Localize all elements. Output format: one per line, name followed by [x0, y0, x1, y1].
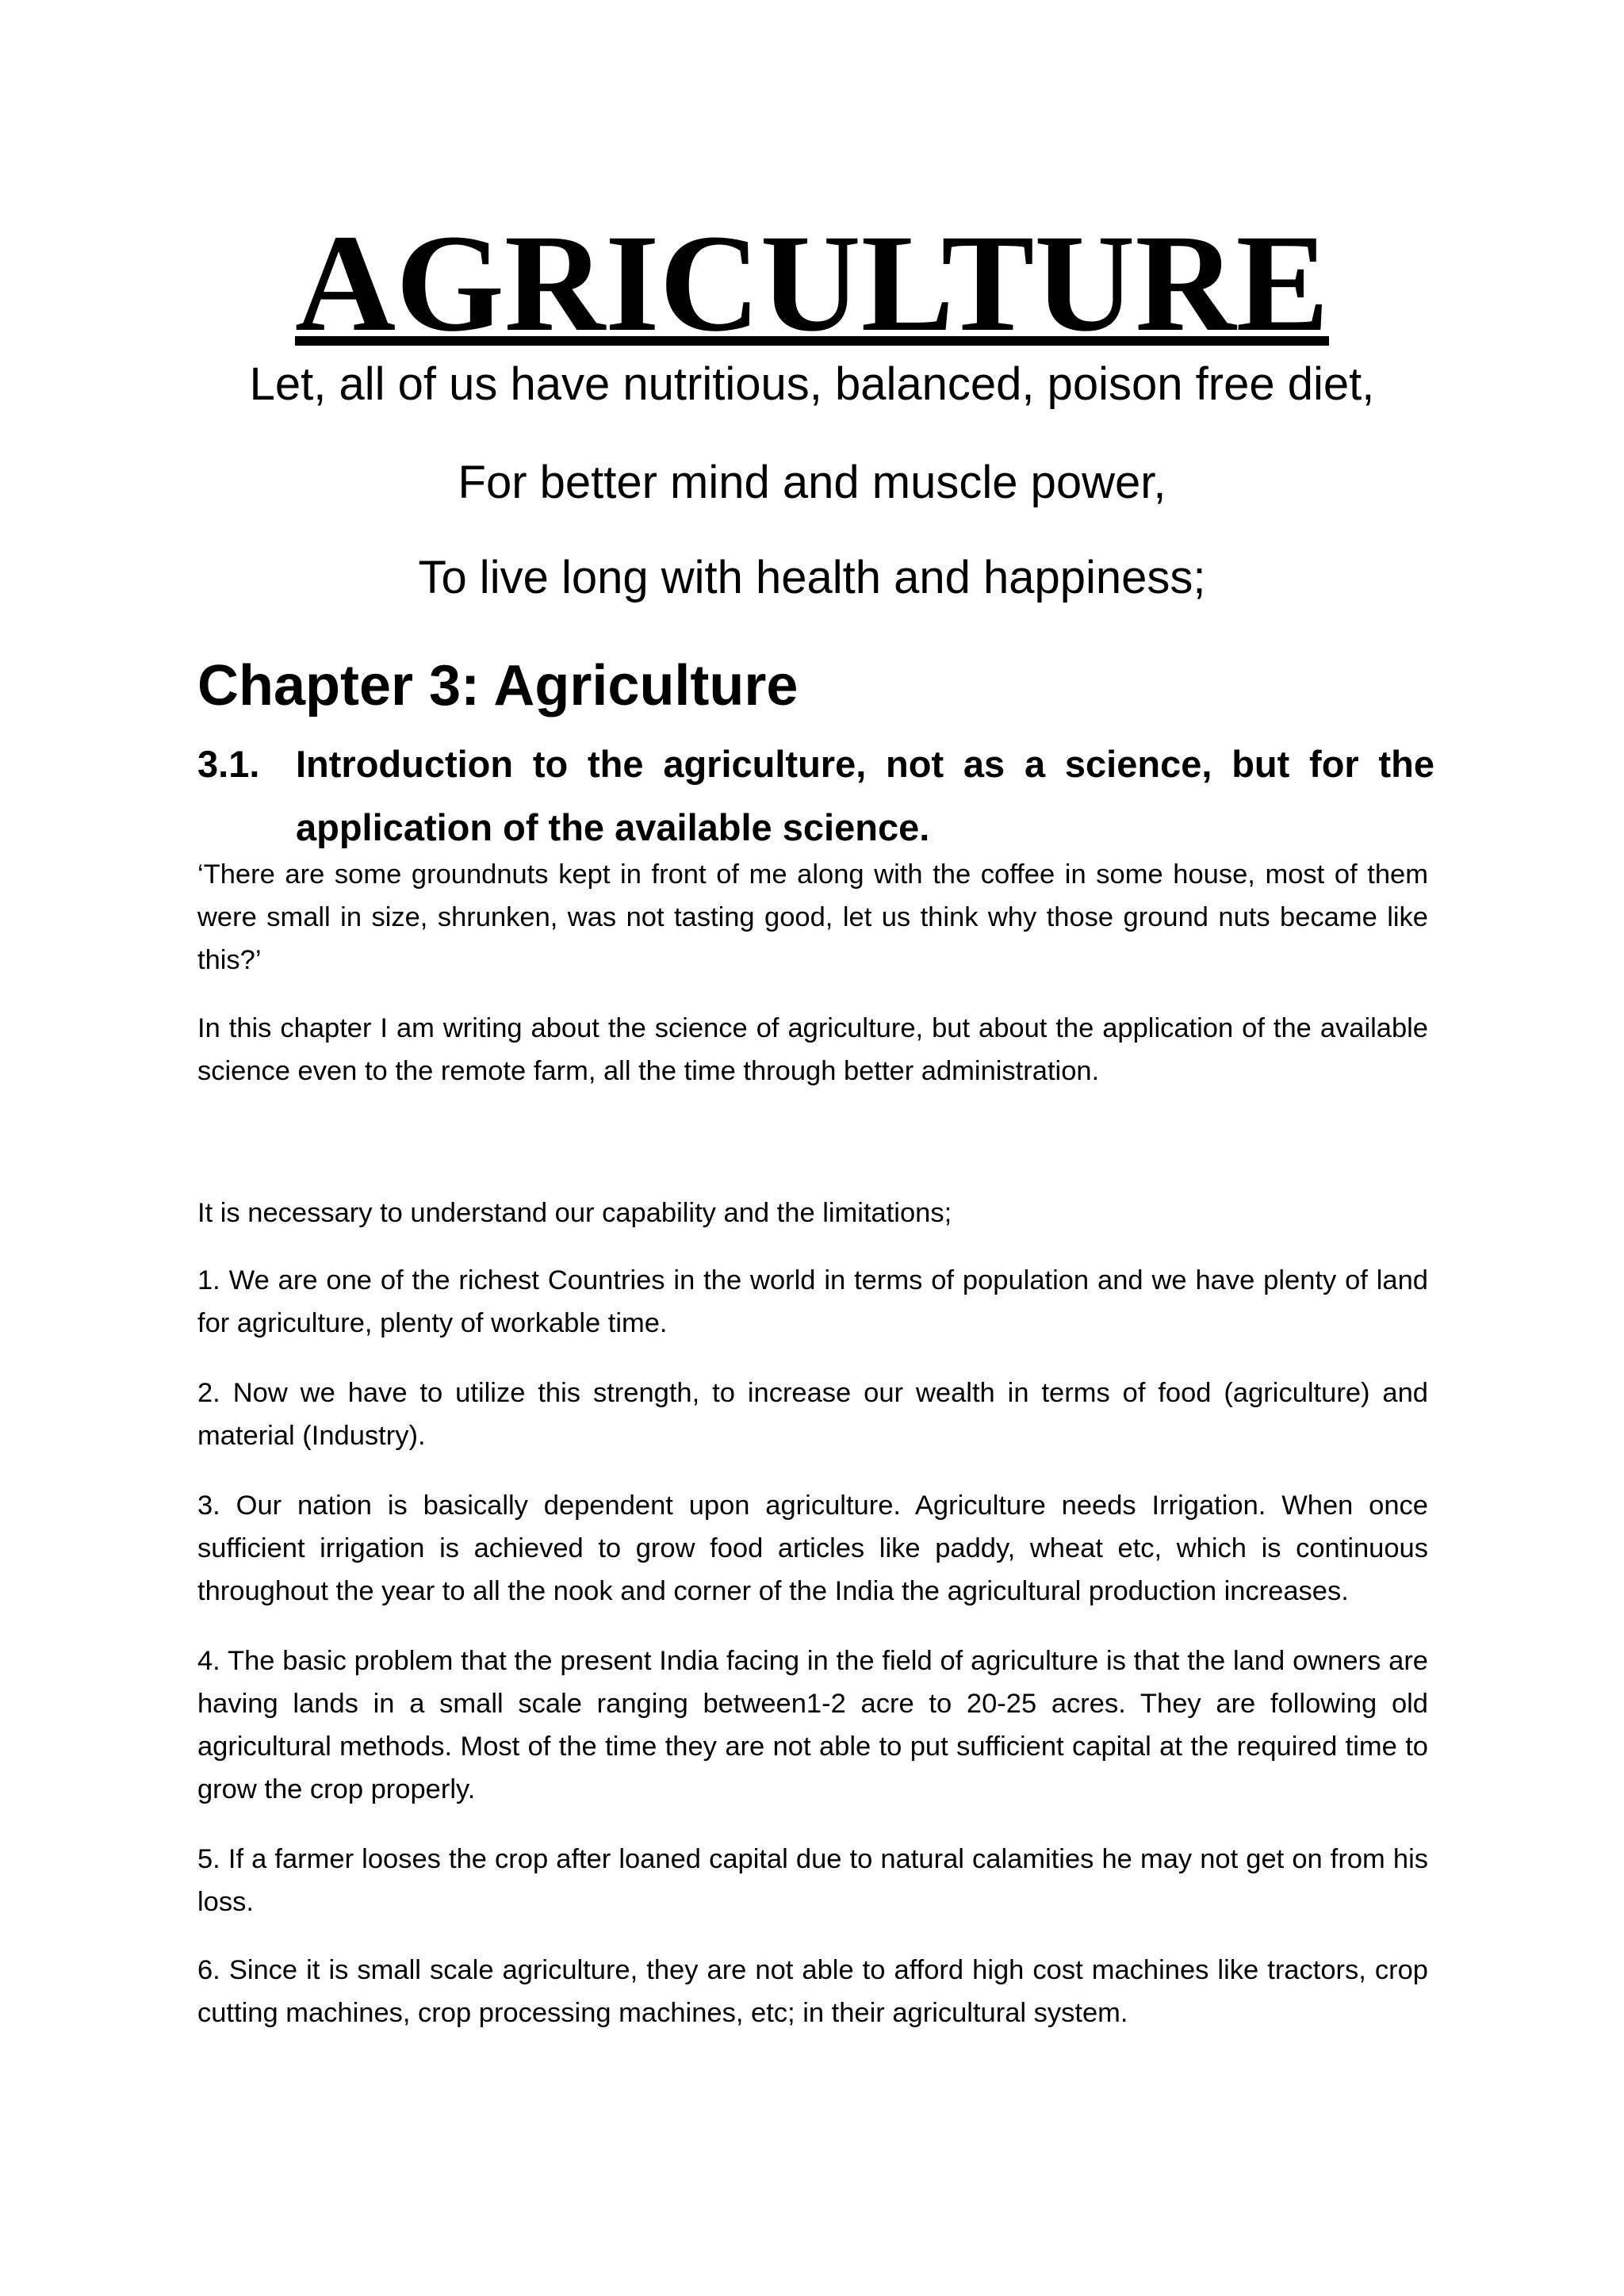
list-item-5: 5. If a farmer looses the crop after loaned capital due to natural calamities he may not get on from his loss.	[197, 1844, 1428, 1917]
list-item-2: 2. Now we have to utilize this strength, to increase our wealth in terms of food (agriculture) and material (Industry).	[197, 1378, 1428, 1451]
list-item-6: 6. Since it is small scale agriculture, they are not able to afford high cost machines like tractors, crop cutting machines, crop processing machines, etc; in their agricultural system.	[197, 1955, 1428, 2028]
paragraph-quote: ‘There are some groundnuts kept in front of me along with the coffee in some house, most of them were small in size, shrunken, was not tasting good, let us think why those ground nuts became like this?’	[197, 859, 1428, 975]
page-title	[0, 205, 1624, 363]
list-item-1: 1. We are one of the richest Countries in the world in terms of population and we have plenty of land for agriculture, plenty of workable time.	[197, 1265, 1428, 1338]
verse-line-1: Let, all of us have nutritious, balanced, poison free diet,	[249, 358, 1375, 410]
list-item-4: 4. The basic problem that the present India facing in the field of agriculture is that the land owners are having lands in a small scale ranging between1-2 acre to 20-25 acres. They are following old agricultural methods. Most of the time they are not able to put sufficient capital at the required time to grow the crop properly.	[197, 1646, 1428, 1804]
chapter-heading: Chapter 3: Agriculture	[197, 654, 799, 718]
section-heading	[197, 733, 1434, 859]
list-item-3: 3. Our nation is basically dependent upon agriculture. Agriculture needs Irrigation. When once sufficient irrigation is achieved to grow food articles like paddy, wheat etc, which is continuous throughout the year to all the nook and corner of the India the agricultural production increases.	[197, 1490, 1428, 1606]
section-number: 3.1.	[197, 743, 260, 785]
page-title-text: AGRICULTURE	[294, 206, 1329, 361]
verse-line-2: For better mind and muscle power,	[458, 457, 1166, 508]
paragraph-intro: In this chapter I am writing about the science of agriculture, but about the application of the available science even to the remote farm, all the time through better administration.	[197, 1013, 1428, 1086]
verse-line-3: To live long with health and happiness;	[418, 552, 1206, 603]
section-title: Introduction to the agriculture, not as a science, but for the application of the available science.	[296, 743, 1434, 848]
paragraph-capability: It is necessary to understand our capability and the limitations;	[197, 1198, 952, 1228]
